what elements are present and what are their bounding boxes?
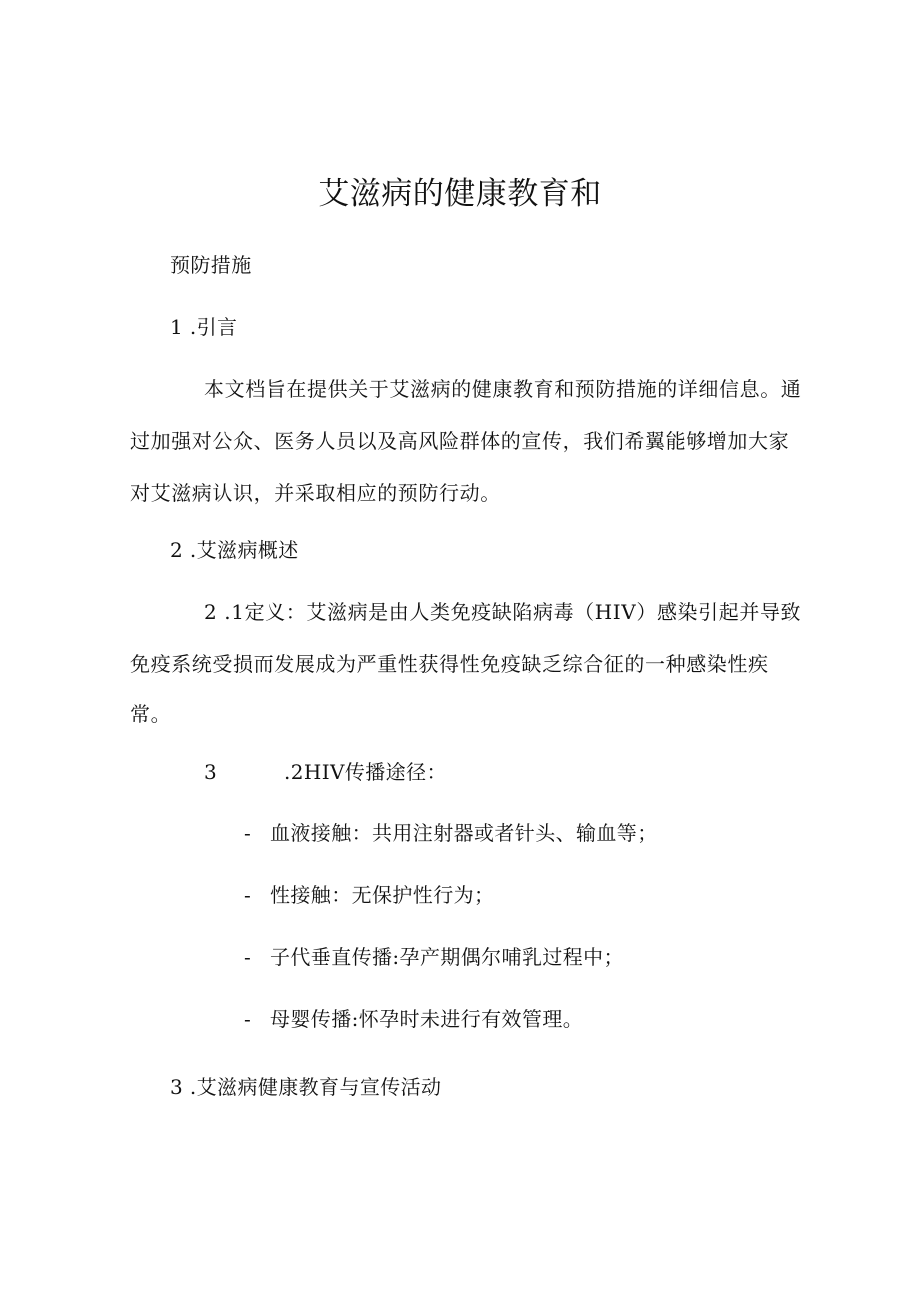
document-title: 艾滋病的健康教育和 <box>318 176 602 212</box>
section-heading-overview: 2 .艾滋病概述 <box>170 538 299 562</box>
bullet-text: 母婴传播:怀孕时未进行有效管理。 <box>270 1007 584 1031</box>
bullet-text: 血液接触：共用注射器或者针头、输血等； <box>270 821 658 845</box>
definition-line-1: 2 .1定义：艾滋病是由人类免疫缺陷病毒（HIV）感染引起并导致 <box>204 600 802 624</box>
bullet-dash: - <box>244 945 252 969</box>
subheading-transmission-routes: .2HIV传播途径： <box>284 760 447 784</box>
bullet-item <box>244 1006 583 1032</box>
definition-line-2: 免疫系统受损而发展成为严重性获得性免疫缺乏综合征的一种感染性疾 <box>130 652 769 676</box>
definition-line-3: 常。 <box>130 702 172 726</box>
intro-paragraph-line-3: 对艾滋病认识，并采取相应的预防行动。 <box>130 481 501 505</box>
intro-paragraph-line-2: 过加强对公众、医务人员以及高风险群体的宣传，我们希翼能够增加大家 <box>130 429 790 453</box>
bullet-dash: - <box>244 821 252 845</box>
subheading-number: 3 <box>204 760 218 784</box>
bullet-dash: - <box>244 1007 252 1031</box>
document-subtitle: 预防措施 <box>170 253 252 277</box>
bullet-item <box>244 820 658 846</box>
bullet-text: 子代垂直传播:孕产期偶尔哺乳过程中； <box>270 945 624 969</box>
bullet-dash: - <box>244 883 252 907</box>
section-heading-education: 3 .艾滋病健康教育与宣传活动 <box>170 1075 442 1099</box>
section-heading-introduction: 1 .引言 <box>170 315 238 339</box>
bullet-item <box>244 944 624 970</box>
intro-paragraph-line-1: 本文档旨在提供关于艾滋病的健康教育和预防措施的详细信息。通 <box>204 377 802 401</box>
bullet-item <box>244 882 494 908</box>
bullet-text: 性接触：无保护性行为； <box>270 883 495 907</box>
